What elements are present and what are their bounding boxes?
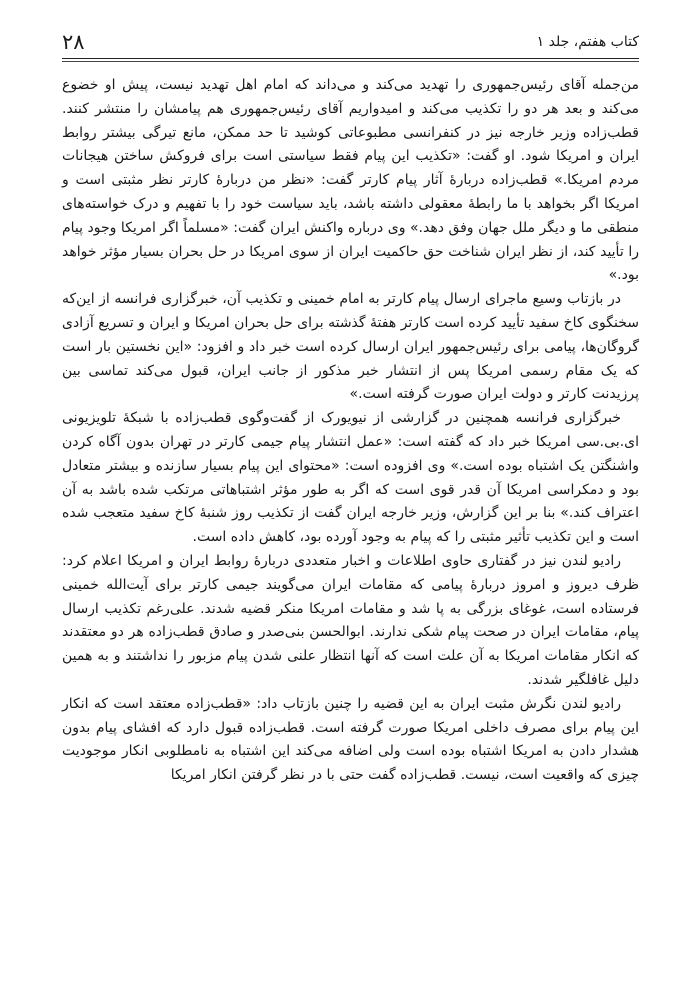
paragraph: من‌جمله آقای رئیس‌جمهوری را تهدید می‌کند و می‌داند که امام اهل تهدید نیست، پیش او خضوع می‌کند و بعد هر دو را تکذیب می‌کند و امیدواریم آقای رئیس‌جمهوری هم پیامشان را منتشر کنند. قطب‌زاده وزیر خارجه نیز در کنفرانسی مطبوعاتی کوشید تا حد ممکن، مانع تیرگی بیشتر روابط ایران و امریکا شود. او گفت: «تکذیب این پیام فقط سیاستی است برای فروکش ساختن هیجانات مردم امریکا.» قطب‌زاده دربارهٔ آثار پیام کارتر گفت: «نظر من دربارهٔ کارتر نظر مثبتی است و امریکا اگر بخواهد با ما رابطهٔ معقولی داشته باشد، باید سیاست خود را با تفهیم و درک خواسته‌های منطقی ما و دیگر ملل جهان وفق دهد.» وی درباره واکنش ایران گفت: «مسلماً اگر امریکا وجود پیام را تأیید کند، از نظر ایران شناخت حق حاکمیت ایران از سوی امریکا در حل بحران بسیار مؤثر خواهد بود.» xyxy=(62,77,639,284)
header-rule xyxy=(62,58,639,59)
paragraph: در بازتاب وسیع ماجرای ارسال پیام کارتر به امام خمینی و تکذیب آن، خبرگزاری فرانسه از این‌که سخنگوی کاخ سفید تأیید کرده است کارتر هفتهٔ گذشته برای حل بحران امریکا و ایران و تسریع آزادی گروگان‌ها، پیامی برای رئیس‌جمهور ایران ارسال کرده است خبر داد و افزود: «این نخستین بار است که یک مقام رسمی امریکا پس از انتشار خبر مذکور از جانب ایران، قبول می‌کند تماسی بین پرزیدنت کارتر و دولت ایران صورت گرفته است.» xyxy=(62,291,639,403)
page-header xyxy=(62,28,639,56)
page-body xyxy=(62,74,639,788)
running-title: کتاب هفتم، جلد ۱ xyxy=(536,34,639,50)
page-number: ۲۸ xyxy=(62,30,85,54)
paragraph: خبرگزاری فرانسه همچنین در گزارشی از نیویورک از گفت‌وگوی قطب‌زاده با شبکهٔ تلویزیونی ای.بی.سی امریکا خبر داد که گفته است: «عمل انتشار پیام جیمی کارتر در تهران بدون آگاه کردن واشنگتن یک اشتباه بوده است.» وی افزوده است: «محتوای این پیام بسیار سازنده و بیشتر متعادل بود و دمکراسی امریکا آن قدر قوی است که اگر به طور مؤثر اشتباهاتی مرتکب شده باشد به آن اعتراف کند.» بنا بر این گزارش، وزیر خارجه ایران گفت از تکذیب روز شنبهٔ کاخ سفید متعجب شده است و این تکذیب تأثیر مثبتی را که پیام به وجود آورده بود، کاهش داده است. xyxy=(62,410,639,546)
header-rule-thin xyxy=(62,61,639,62)
paragraph: رادیو لندن نگرش مثبت ایران به این قضیه را چنین بازتاب داد: «قطب‌زاده معتقد است که انکار این پیام برای مصرف داخلی امریکا صورت گرفته است. قطب‌زاده قبول دارد که افشای پیام بدون هشدار دادن به امریکا اشتباه بوده است ولی اضافه می‌کند این اشتباه به نامطلوبی انکار موجودیت چیزی که واقعیت است، نیست. قطب‌زاده گفت حتی با در نظر گرفتن انکار امریکا xyxy=(62,695,639,784)
paragraph: رادیو لندن نیز در گفتاری حاوی اطلاعات و اخبار متعددی دربارهٔ روابط ایران و امریکا اعلام کرد: ظرف دیروز و امروز دربارهٔ پیامی که مقامات ایران می‌گویند جیمی کارتر برای آیت‌الله خمینی فرستاده است، غوغای بزرگی به پا شد و مقامات امریکا منکر قضیه شدند. علی‌رغم تکذیب ارسال پیام، مقامات ایران در صحت پیام شکی ندارند. ابوالحسن بنی‌صدر و صادق قطب‌زاده هر دو معتقدند که انکار مقامات امریکا به آن علت است که آنها انتظار علنی شدن پیام مزبور را نداشتند و به همین دلیل غافلگیر شدند. xyxy=(62,552,639,688)
